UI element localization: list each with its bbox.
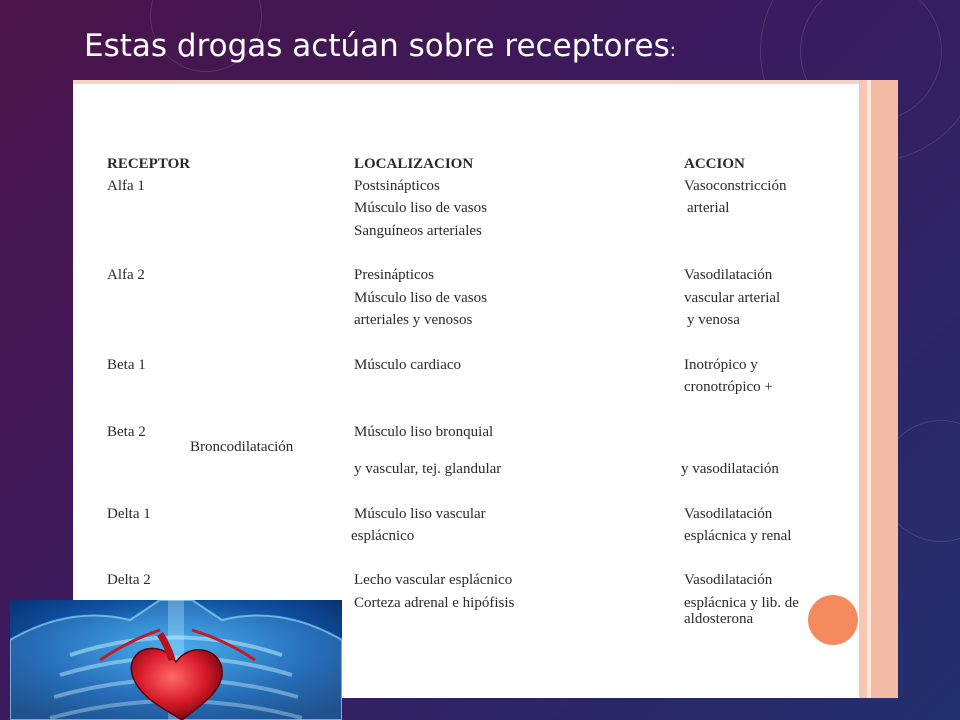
heart-anatomy-illustration (10, 600, 342, 720)
accion-line: aldosterona (684, 611, 754, 627)
accion-line: arterial (687, 200, 730, 216)
localizacion-line: esplácnico (351, 528, 415, 544)
accion-line: Vasodilatación (684, 572, 773, 588)
accion-line: cronotrópico + (684, 379, 773, 395)
accion-line: Inotrópico y (684, 357, 758, 373)
slide-title-colon: : (669, 40, 676, 61)
localizacion-line: Corteza adrenal e hipófisis (354, 595, 515, 611)
accion-line: y vasodilatación (681, 461, 779, 477)
localizacion-line: Presinápticos (354, 267, 434, 283)
heart-anatomy-icon (10, 600, 342, 720)
receptor-cell: Alfa 1 (107, 178, 145, 194)
slide-title (84, 28, 676, 64)
receptor-cell: Beta 2 (107, 424, 146, 440)
localizacion-line: arteriales y venosos (354, 312, 473, 328)
accion-line: esplácnica y lib. de (684, 595, 799, 611)
receptor-cell: Alfa 2 (107, 267, 145, 283)
accion-line: Vasodilatación (684, 506, 773, 522)
localizacion-line: Músculo liso bronquial (354, 424, 494, 440)
accion-line: y venosa (687, 312, 740, 328)
localizacion-line: Postsinápticos (354, 178, 440, 194)
accent-dot (808, 595, 858, 645)
header-accion: ACCION (684, 156, 745, 172)
accion-line: Vasoconstricción (684, 178, 787, 194)
document-top-border (73, 80, 859, 84)
receptor-cell: Delta 1 (107, 506, 151, 522)
document-side-stripe (859, 80, 867, 698)
accion-line: esplácnica y renal (684, 528, 792, 544)
slide-title-text: Estas drogas actúan sobre receptores (84, 28, 670, 64)
localizacion-line: Músculo liso de vasos (354, 200, 487, 216)
accion-line: vascular arterial (684, 290, 781, 306)
localizacion-line: Músculo liso vascular (354, 506, 486, 522)
receptor-cell: Beta 1 (107, 357, 146, 373)
accion-line: Vasodilatación (684, 267, 773, 283)
localizacion-line: y vascular, tej. glandular (354, 461, 502, 477)
localizacion-line: Músculo liso de vasos (354, 290, 487, 306)
localizacion-line: Lecho vascular esplácnico (354, 572, 513, 588)
header-localizacion: LOCALIZACION (354, 156, 474, 172)
document-side-stripe (871, 80, 898, 698)
receptor-extra-cell: Broncodilatación (190, 439, 294, 455)
header-receptor: RECEPTOR (107, 156, 191, 172)
localizacion-line: Músculo cardiaco (354, 357, 462, 373)
receptor-cell: Delta 2 (107, 572, 151, 588)
localizacion-line: Sanguíneos arteriales (354, 223, 482, 239)
